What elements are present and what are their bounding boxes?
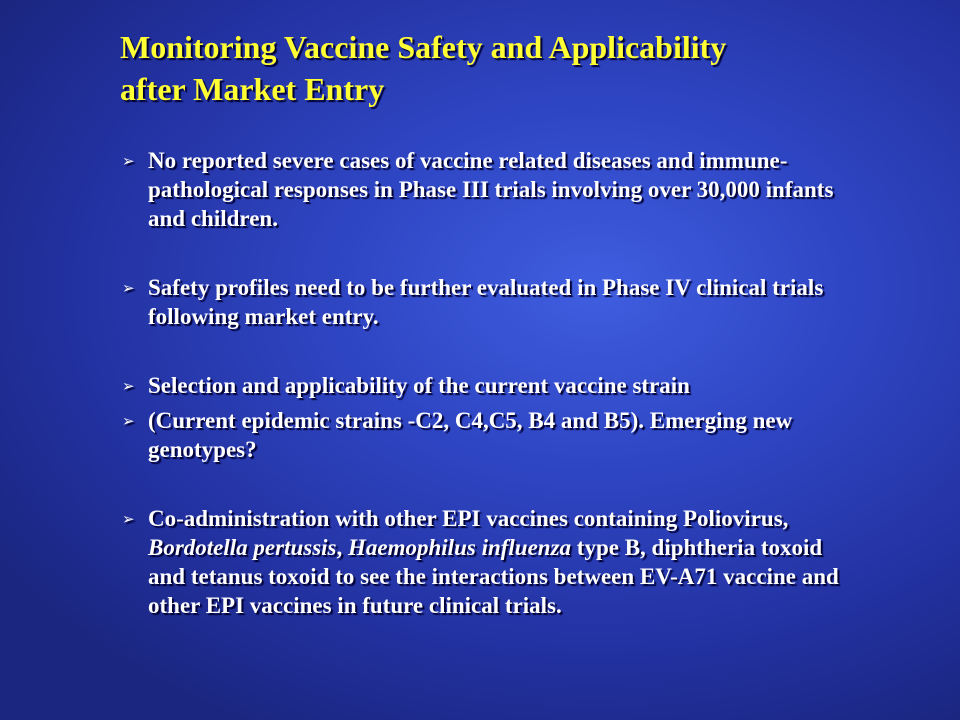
- pathogen-name-italic: Bordotella pertussis: [148, 535, 337, 560]
- bullet-item-co-administration: [120, 504, 850, 620]
- bullet-item-strain-selection: [120, 371, 850, 400]
- bullet-text: Selection and applicability of the current vaccine strain: [148, 373, 690, 398]
- arrowhead-bullet-icon: ➢: [122, 279, 135, 297]
- bullet-item-phase-iv: [120, 273, 850, 331]
- pathogen-name-italic: Haemophilus influenza: [348, 535, 572, 560]
- bullet-item-safety-results: [120, 146, 850, 233]
- bullet-list: [120, 146, 850, 620]
- arrowhead-bullet-icon: ➢: [122, 377, 135, 395]
- bullet-text: Safety profiles need to be further evaluated in Phase IV clinical trials following market entry.: [148, 275, 824, 329]
- bullet-item-epidemic-strains: [120, 406, 850, 464]
- arrowhead-bullet-icon: ➢: [122, 510, 135, 528]
- bullet-text-part: type B, diphtheria toxoid and tetanus toxoid to see the interactions between EV-A71 vaccine and other EPI vaccines in future clinical trials.: [148, 535, 839, 618]
- arrowhead-bullet-icon: ➢: [122, 412, 135, 430]
- slide-title-line-2: after Market Entry: [120, 71, 385, 107]
- arrowhead-bullet-icon: ➢: [122, 152, 135, 170]
- bullet-text-part: ,: [336, 535, 349, 560]
- bullet-text-part: Co-administration with other EPI vaccines containing Poliovirus,: [148, 506, 789, 531]
- slide-title: [120, 26, 920, 110]
- slide-title-line-1: Monitoring Vaccine Safety and Applicability: [120, 29, 727, 65]
- bullet-text: (Current epidemic strains -C2, C4,C5, B4 and B5). Emerging new genotypes?: [148, 408, 793, 462]
- bullet-text: [148, 506, 839, 618]
- bullet-text: No reported severe cases of vaccine related diseases and immune-pathological responses in Phase III trials involving over 30,000 infants and children.: [148, 148, 834, 231]
